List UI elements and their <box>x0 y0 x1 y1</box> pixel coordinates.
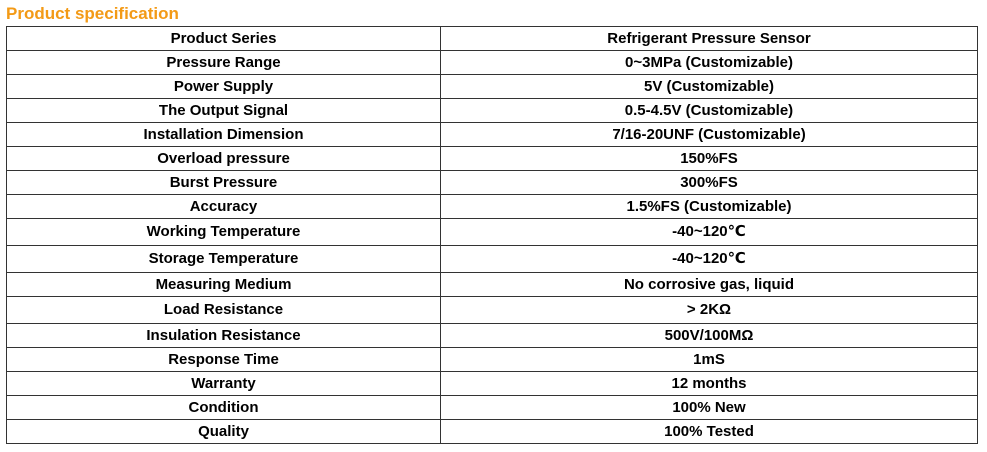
table-row <box>7 396 978 420</box>
spec-value: 5V (Customizable) <box>441 75 978 99</box>
spec-label: Condition <box>7 396 441 420</box>
spec-label: Installation Dimension <box>7 123 441 147</box>
spec-label: Power Supply <box>7 75 441 99</box>
spec-value: 12 months <box>441 372 978 396</box>
spec-label: The Output Signal <box>7 99 441 123</box>
page-title: Product specification <box>6 4 179 23</box>
table-row <box>7 27 978 51</box>
spec-value: 1mS <box>441 348 978 372</box>
table-row <box>7 219 978 246</box>
table-row <box>7 51 978 75</box>
spec-label: Measuring Medium <box>7 273 441 297</box>
spec-value: No corrosive gas, liquid <box>441 273 978 297</box>
spec-value: 300%FS <box>441 171 978 195</box>
spec-value: 0~3MPa (Customizable) <box>441 51 978 75</box>
table-row <box>7 171 978 195</box>
table-row <box>7 123 978 147</box>
table-row <box>7 297 978 324</box>
spec-value: 1.5%FS (Customizable) <box>441 195 978 219</box>
spec-label: Warranty <box>7 372 441 396</box>
spec-label: Accuracy <box>7 195 441 219</box>
spec-value: -40~120℃ <box>441 246 978 273</box>
table-row <box>7 372 978 396</box>
table-row <box>7 324 978 348</box>
table-row <box>7 147 978 171</box>
spec-label: Burst Pressure <box>7 171 441 195</box>
spec-value: 7/16-20UNF (Customizable) <box>441 123 978 147</box>
table-row <box>7 273 978 297</box>
spec-label: Overload pressure <box>7 147 441 171</box>
spec-label: Storage Temperature <box>7 246 441 273</box>
spec-table <box>6 26 978 444</box>
table-row <box>7 99 978 123</box>
spec-label: Insulation Resistance <box>7 324 441 348</box>
spec-label: Product Series <box>7 27 441 51</box>
spec-value: 100% New <box>441 396 978 420</box>
spec-label: Pressure Range <box>7 51 441 75</box>
spec-value: 100% Tested <box>441 420 978 444</box>
table-row <box>7 420 978 444</box>
spec-label: Load Resistance <box>7 297 441 324</box>
spec-label: Working Temperature <box>7 219 441 246</box>
spec-value: Refrigerant Pressure Sensor <box>441 27 978 51</box>
spec-value: 150%FS <box>441 147 978 171</box>
table-row <box>7 246 978 273</box>
spec-value: 500V/100MΩ <box>441 324 978 348</box>
spec-value: -40~120℃ <box>441 219 978 246</box>
spec-label: Quality <box>7 420 441 444</box>
table-row <box>7 348 978 372</box>
spec-label: Response Time <box>7 348 441 372</box>
spec-value: > 2KΩ <box>441 297 978 324</box>
spec-value: 0.5-4.5V (Customizable) <box>441 99 978 123</box>
table-row <box>7 75 978 99</box>
table-row <box>7 195 978 219</box>
